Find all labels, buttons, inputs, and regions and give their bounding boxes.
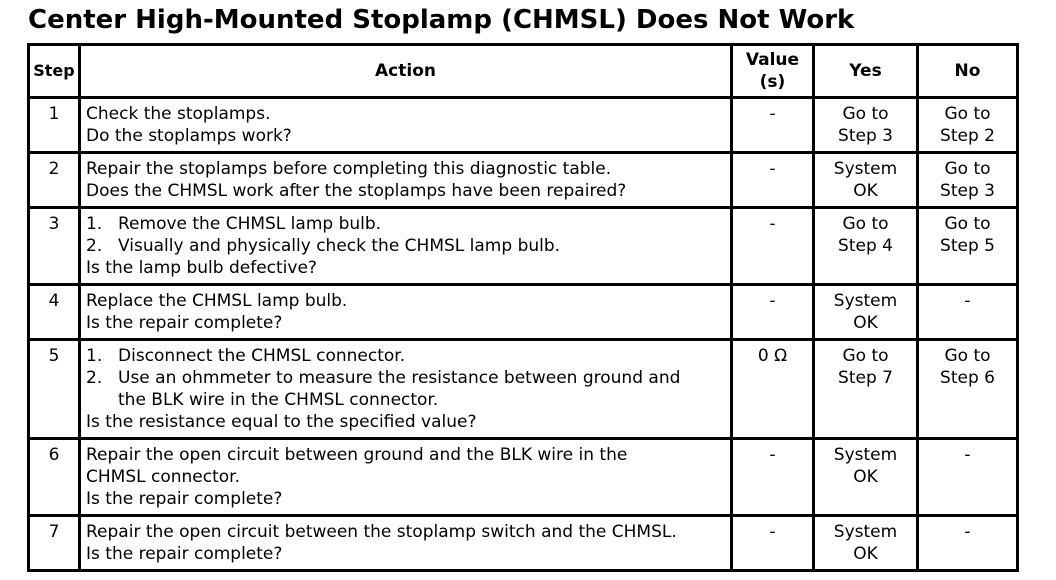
no-cell <box>918 153 1018 208</box>
yes-line: Step 4 <box>838 236 893 256</box>
no-line: Go to <box>944 214 991 234</box>
action-line: Do the stoplamps work? <box>86 126 292 146</box>
action-line: Repair the stoplamps before completing this diagnostic table. <box>86 159 612 179</box>
no-line: - <box>964 291 971 311</box>
yes-cell <box>814 153 918 208</box>
yes-line: Step 3 <box>838 126 893 146</box>
yes-line: OK <box>853 544 878 564</box>
action-cell <box>80 208 732 285</box>
no-line: Step 5 <box>940 236 995 256</box>
no-cell <box>918 340 1018 439</box>
value-cell: - <box>732 153 814 208</box>
table-row <box>29 98 1018 153</box>
no-cell <box>918 439 1018 516</box>
list-text: Remove the CHMSL lamp bulb. <box>118 214 382 234</box>
action-cell <box>80 285 732 340</box>
action-line: CHMSL connector. <box>86 467 240 487</box>
list-number: 1. <box>86 214 103 234</box>
step-number: 2 <box>29 153 80 208</box>
no-line: - <box>964 445 971 465</box>
yes-line: Go to <box>842 104 889 124</box>
step-number: 3 <box>29 208 80 285</box>
yes-cell <box>814 285 918 340</box>
action-list-item <box>86 235 725 257</box>
action-question: Is the lamp bulb defective? <box>86 258 317 278</box>
no-line: Go to <box>944 159 991 179</box>
yes-line: System <box>833 291 898 311</box>
header-action: Action <box>80 45 732 98</box>
table-row <box>29 439 1018 516</box>
value-cell: - <box>732 98 814 153</box>
list-continuation: the BLK wire in the CHMSL connector. <box>118 390 439 410</box>
yes-cell <box>814 208 918 285</box>
no-cell <box>918 98 1018 153</box>
no-line: Step 2 <box>940 126 995 146</box>
header-no: No <box>918 45 1018 98</box>
action-list-item <box>86 213 725 235</box>
value-cell: - <box>732 439 814 516</box>
yes-line: OK <box>853 467 878 487</box>
list-number: 2. <box>86 236 103 256</box>
yes-cell <box>814 340 918 439</box>
yes-line: OK <box>853 313 878 333</box>
table-header-row <box>29 45 1018 98</box>
action-line: Is the repair complete? <box>86 544 283 564</box>
action-cell <box>80 153 732 208</box>
yes-cell <box>814 98 918 153</box>
action-line: Repair the open circuit between the stoplamp switch and the CHMSL. <box>86 522 677 542</box>
step-number: 4 <box>29 285 80 340</box>
yes-line: OK <box>853 181 878 201</box>
no-line: Go to <box>944 346 991 366</box>
value-cell: - <box>732 516 814 571</box>
step-number: 1 <box>29 98 80 153</box>
no-cell <box>918 516 1018 571</box>
header-value-line1: Value <box>745 50 800 70</box>
yes-line: Step 7 <box>838 368 893 388</box>
yes-cell <box>814 516 918 571</box>
action-line: Replace the CHMSL lamp bulb. <box>86 291 348 311</box>
no-cell <box>918 208 1018 285</box>
value-cell: - <box>732 208 814 285</box>
step-number: 5 <box>29 340 80 439</box>
no-line: - <box>964 522 971 542</box>
yes-line: System <box>833 445 898 465</box>
diagnostic-table <box>27 43 1019 572</box>
list-text: Use an ohmmeter to measure the resistance between ground and <box>118 368 681 388</box>
list-number: 1. <box>86 346 103 366</box>
list-number: 2. <box>86 368 103 388</box>
action-line: Repair the open circuit between ground and the BLK wire in the <box>86 445 628 465</box>
action-cell <box>80 516 732 571</box>
value-cell: 0 Ω <box>732 340 814 439</box>
table-row <box>29 208 1018 285</box>
value-cell: - <box>732 285 814 340</box>
header-yes: Yes <box>814 45 918 98</box>
table-row <box>29 285 1018 340</box>
yes-line: System <box>833 522 898 542</box>
action-line: Check the stoplamps. <box>86 104 271 124</box>
page-title: Center High-Mounted Stoplamp (CHMSL) Does Not Work <box>28 5 855 35</box>
action-cell <box>80 439 732 516</box>
table-row <box>29 340 1018 439</box>
step-number: 6 <box>29 439 80 516</box>
no-line: Step 6 <box>940 368 995 388</box>
yes-cell <box>814 439 918 516</box>
action-list-item <box>86 345 725 367</box>
action-cell <box>80 98 732 153</box>
yes-line: Go to <box>842 214 889 234</box>
list-text: Visually and physically check the CHMSL lamp bulb. <box>118 236 561 256</box>
action-cell <box>80 340 732 439</box>
action-list-item <box>86 367 725 389</box>
action-line: Does the CHMSL work after the stoplamps have been repaired? <box>86 181 627 201</box>
yes-line: System <box>833 159 898 179</box>
action-line: Is the repair complete? <box>86 313 283 333</box>
header-value <box>732 45 814 98</box>
header-step: Step <box>29 45 80 98</box>
no-line: Go to <box>944 104 991 124</box>
yes-line: Go to <box>842 346 889 366</box>
no-cell <box>918 285 1018 340</box>
step-number: 7 <box>29 516 80 571</box>
table-row <box>29 516 1018 571</box>
no-line: Step 3 <box>940 181 995 201</box>
action-question: Is the resistance equal to the specified value? <box>86 412 477 432</box>
action-line: Is the repair complete? <box>86 489 283 509</box>
header-value-line2: (s) <box>759 72 786 92</box>
list-text: Disconnect the CHMSL connector. <box>118 346 406 366</box>
table-row <box>29 153 1018 208</box>
